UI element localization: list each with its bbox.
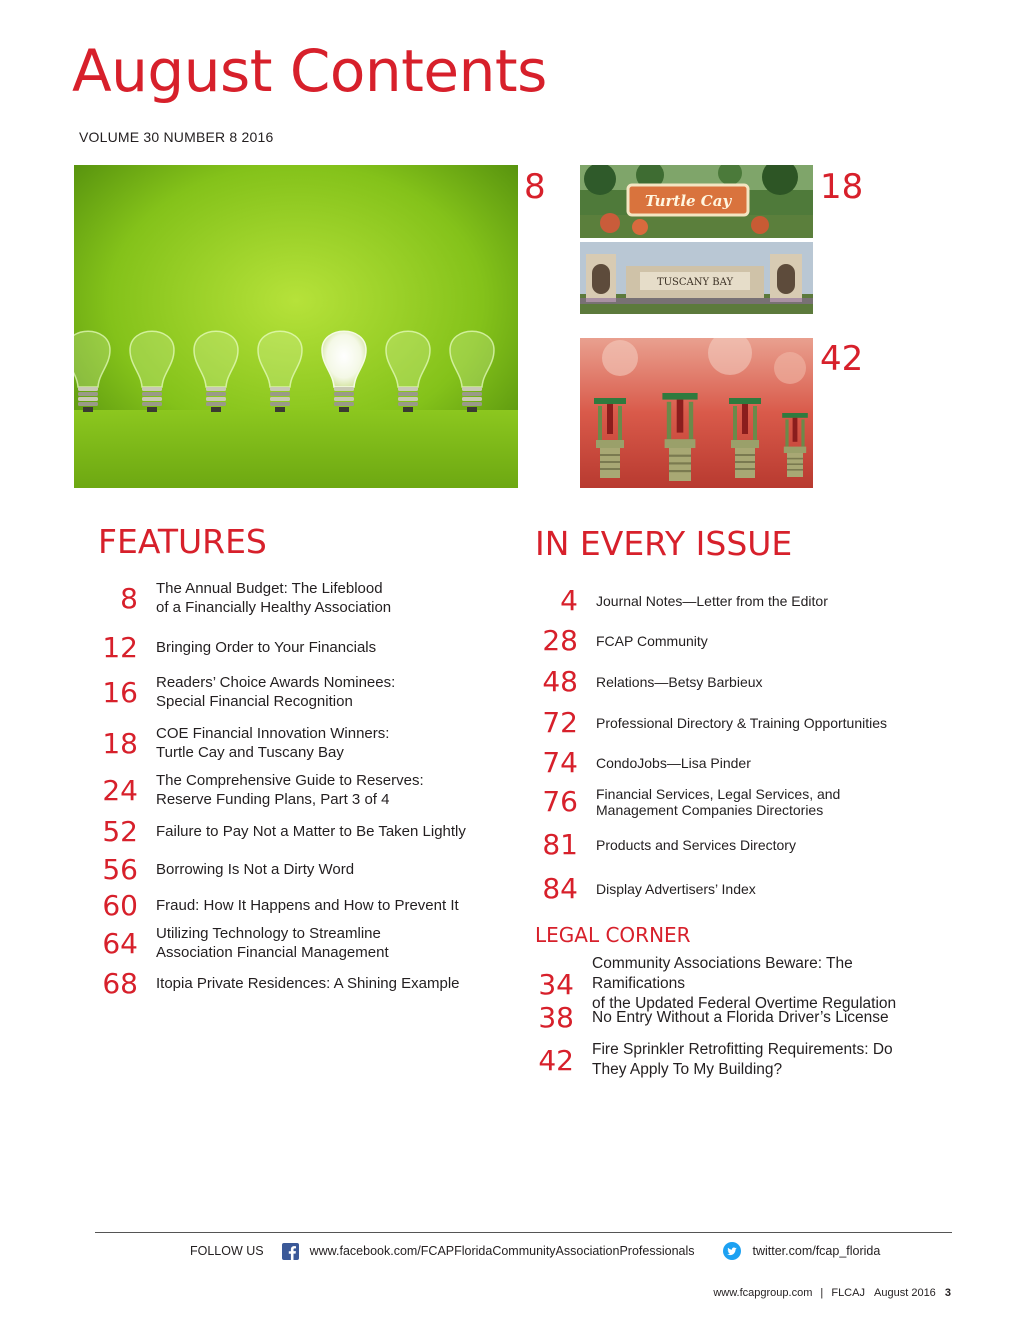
page-title: August Contents <box>72 37 547 105</box>
fire-sprinklers-photo <box>580 338 813 488</box>
follow-us-label: FOLLOW US <box>190 1244 264 1258</box>
toc-title: FCAP Community <box>596 632 708 649</box>
toc-entry[interactable] <box>522 746 936 779</box>
toc-entry[interactable] <box>76 579 476 617</box>
toc-page-number: 68 <box>102 967 138 1000</box>
toc-title: Professional Directory & Training Opportunities <box>596 714 888 731</box>
toc-page-number: 38 <box>538 1001 574 1034</box>
toc-page-number: 48 <box>542 665 578 698</box>
toc-title: Products and Services Directory <box>596 836 796 853</box>
toc-title: Readers’ Choice Awards Nominees: Special Financial Recognition <box>156 674 396 710</box>
toc-title: Utilizing Technology to Streamline Association Financial Management <box>156 925 389 961</box>
toc-entry[interactable] <box>518 1001 932 1034</box>
toc-page-number: 76 <box>542 785 578 818</box>
toc-page-number: 72 <box>542 706 578 739</box>
photo-page-18: 18 <box>820 167 864 207</box>
toc-page-number: 28 <box>542 624 578 657</box>
tuscany-bay-photo <box>580 242 813 314</box>
toc-title: Display Advertisers’ Index <box>596 880 756 897</box>
toc-page-number: 4 <box>560 584 578 617</box>
toc-title: The Comprehensive Guide to Reserves: Reserve Funding Plans, Part 3 of 4 <box>156 772 424 808</box>
legal-corner-heading: LEGAL CORNER <box>535 923 691 947</box>
twitter-link[interactable]: twitter.com/fcap_florida <box>752 1244 881 1258</box>
toc-title: COE Financial Innovation Winners: Turtle Cay and Tuscany Bay <box>156 725 390 761</box>
turtle-cay-photo <box>580 165 813 238</box>
toc-page-number: 8 <box>120 581 138 615</box>
turtle-cay-sign-text: Turtle Cay <box>644 192 732 210</box>
footer-divider <box>95 1232 952 1233</box>
toc-page-number: 64 <box>102 926 138 960</box>
toc-entry[interactable] <box>76 853 476 886</box>
page-footer-line <box>713 1287 951 1299</box>
toc-title: Borrowing Is Not a Dirty Word <box>156 861 355 878</box>
toc-entry[interactable] <box>76 967 476 1000</box>
toc-page-number: 74 <box>542 746 578 779</box>
toc-entry[interactable] <box>522 872 936 905</box>
toc-title: Journal Notes—Letter from the Editor <box>596 592 828 609</box>
toc-title: Failure to Pay Not a Matter to Be Taken Lightly <box>156 823 466 840</box>
toc-entry[interactable] <box>76 771 476 809</box>
separator: | <box>820 1287 824 1299</box>
toc-title: No Entry Without a Florida Driver’s License <box>592 1008 889 1026</box>
toc-entry[interactable] <box>76 724 476 762</box>
lightbulbs-photo <box>74 165 518 488</box>
photo-page-8: 8 <box>524 167 546 207</box>
page-number: 3 <box>944 1287 951 1299</box>
toc-page-number: 60 <box>102 889 138 922</box>
toc-entry[interactable] <box>522 828 936 861</box>
toc-page-number: 42 <box>538 1043 574 1077</box>
toc-page-number: 81 <box>542 828 578 861</box>
toc-title: Bringing Order to Your Financials <box>156 639 377 656</box>
features-heading: FEATURES <box>98 522 267 561</box>
issue-date: August 2016 <box>874 1287 936 1299</box>
toc-page-number: 34 <box>538 967 574 1001</box>
toc-entry[interactable] <box>76 631 476 664</box>
toc-title: The Annual Budget: The Lifeblood of a Financially Healthy Association <box>156 580 392 616</box>
toc-entry[interactable] <box>522 584 936 617</box>
toc-title: Community Associations Beware: The Ramifications of the Updated Federal Overtime Regulation <box>592 955 897 1012</box>
toc-page-number: 18 <box>102 726 138 760</box>
toc-page-number: 24 <box>102 773 138 807</box>
toc-title: Fire Sprinkler Retrofitting Requirements: Do They Apply To My Building? <box>592 1041 893 1078</box>
facebook-icon[interactable] <box>282 1242 300 1260</box>
toc-title: Financial Services, Legal Services, and Management Companies Directories <box>596 785 841 818</box>
toc-title: CondoJobs—Lisa Pinder <box>596 754 751 771</box>
toc-entry[interactable] <box>76 673 476 711</box>
toc-page-number: 56 <box>102 853 138 886</box>
social-footer <box>190 1242 880 1260</box>
toc-page-number: 84 <box>542 872 578 905</box>
toc-entry[interactable] <box>522 624 936 657</box>
toc-entry[interactable] <box>76 889 476 922</box>
toc-entry[interactable] <box>76 924 476 962</box>
toc-page-number: 52 <box>102 815 138 848</box>
toc-entry[interactable] <box>76 815 476 848</box>
site-url[interactable]: www.fcapgroup.com <box>713 1287 813 1299</box>
toc-title: Itopia Private Residences: A Shining Example <box>156 975 460 992</box>
toc-entry[interactable] <box>522 785 936 818</box>
toc-page-number: 16 <box>102 675 138 709</box>
tuscany-bay-sign-text: TUSCANY BAY <box>656 277 734 288</box>
toc-entry[interactable] <box>518 1040 932 1080</box>
journal-name: FLCAJ <box>831 1287 865 1299</box>
twitter-icon[interactable] <box>723 1242 741 1260</box>
toc-entry[interactable] <box>522 665 936 698</box>
toc-title: Fraud: How It Happens and How to Prevent It <box>156 897 459 914</box>
toc-page-number: 12 <box>102 631 138 664</box>
volume-line: VOLUME 30 NUMBER 8 2016 <box>79 129 274 145</box>
photo-page-42: 42 <box>820 339 864 379</box>
in-every-issue-heading: IN EVERY ISSUE <box>535 524 793 563</box>
facebook-link[interactable]: www.facebook.com/FCAPFloridaCommunityAssociationProfessionals <box>309 1244 695 1258</box>
toc-entry[interactable] <box>522 706 936 739</box>
toc-title: Relations—Betsy Barbieux <box>596 673 763 690</box>
